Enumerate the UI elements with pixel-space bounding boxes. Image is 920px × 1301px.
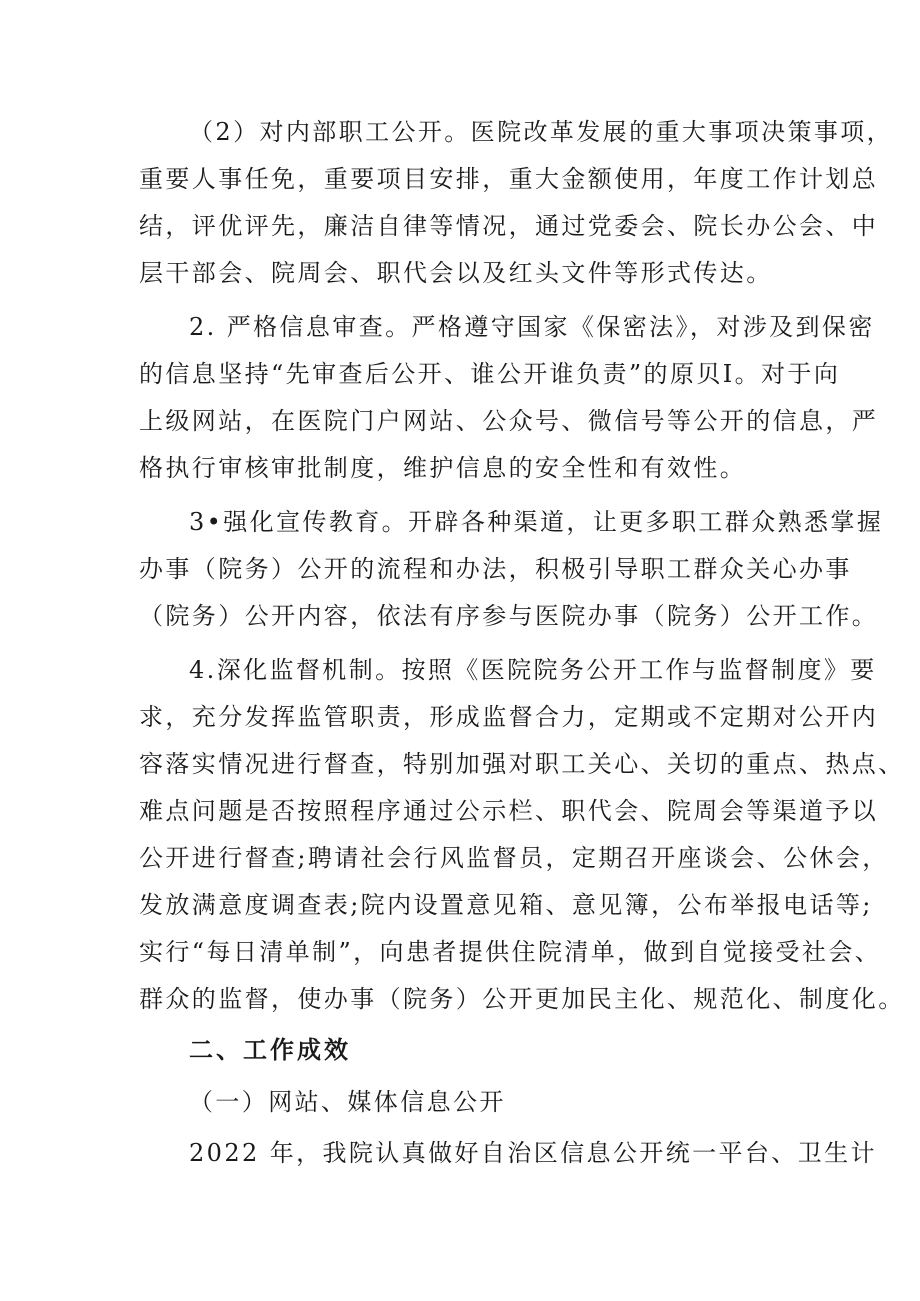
paragraph-line: 3•强化宣传教育。开辟各种渠道，让更多职工群众熟悉掌握 <box>189 508 884 536</box>
paragraph-line: 求，充分发挥监管职责，形成监督合力，定期或不定期对公开内 <box>139 703 879 731</box>
paragraph-line: 2022 年，我院认真做好自治区信息公开统一平台、卫生计 <box>189 1139 877 1167</box>
paragraph-line: 重要人事任免，重要项目安排，重大金额使用，年度工作计划总 <box>139 165 879 193</box>
paragraph-line: 格执行审核审批制度，维护信息的安全性和有效性。 <box>139 454 747 482</box>
paragraph-line: 发放满意度调查表;院内设置意见箱、意见簿，公布举报电话等; <box>139 891 873 919</box>
section-heading: 二、工作成效 <box>189 1035 351 1064</box>
paragraph-line: （院务）公开内容，依法有序参与医院办事（院务）公开工作。 <box>139 602 879 630</box>
paragraph-line: 层干部会、院周会、职代会以及红头文件等形式传达。 <box>139 259 773 287</box>
paragraph-line: 办事（院务）公开的流程和办法，积极引导职工群众关心办事 <box>139 555 852 583</box>
subsection-heading: （一）网站、媒体信息公开 <box>189 1088 506 1116</box>
paragraph-line: （2）对内部职工公开。医院改革发展的重大事项决策事项， <box>189 118 894 146</box>
paragraph-line: 容落实情况进行督查，特别加强对职工关心、关切的重点、热点、 <box>139 750 905 778</box>
paragraph-line: 的信息坚持“先审查后公开、谁公开谁负责”的原贝I。对于向 <box>139 360 841 388</box>
paragraph-line: 上级网站，在医院门户网站、公众号、微信号等公开的信息，严 <box>139 407 879 435</box>
paragraph-line: 4.深化监督机制。按照《医院院务公开工作与监督制度》要 <box>189 656 877 684</box>
paragraph-line: 公开进行督查;聘请社会行风监督员，定期召开座谈会、公休会， <box>139 844 889 872</box>
paragraph-line: 实行“每日清单制”，向患者提供住院清单，做到自觉接受社会、 <box>139 938 882 966</box>
paragraph-line: 2. 严格信息审查。严格遵守国家《保密法》，对涉及到保密 <box>189 313 875 341</box>
paragraph-line: 结，评优评先，廉洁自律等情况，通过党委会、院长办公会、中 <box>139 212 879 240</box>
paragraph-line: 难点问题是否按照程序通过公示栏、职代会、院周会等渠道予以 <box>139 797 879 825</box>
paragraph-line: 群众的监督，使办事（院务）公开更加民主化、规范化、制度化。 <box>139 985 905 1013</box>
